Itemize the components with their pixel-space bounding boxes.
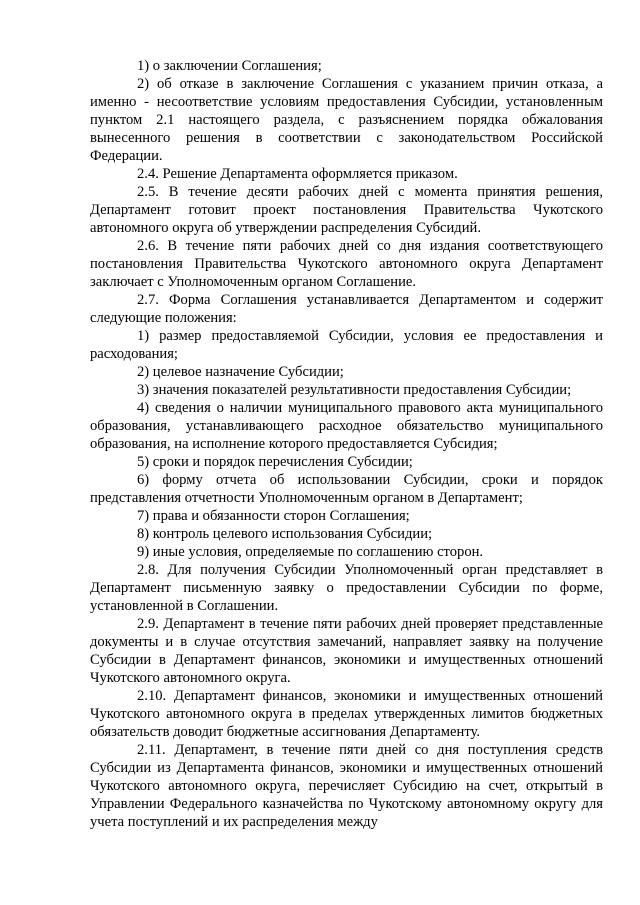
list-item-6: 6) форму отчета об использовании Субсидии, сроки и порядок представления отчетности Уполномоченным органом в Департамент; bbox=[90, 472, 603, 506]
list-item-4: 4) сведения о наличии муниципального правового акта муниципального образования, устанавливающего расходное обязательство муниципального образования, на исполнение которого предоставляется Субсидия; bbox=[90, 400, 603, 452]
list-item-1: 1) размер предоставляемой Субсидии, условия ее предоставления и расходования; bbox=[90, 328, 603, 362]
paragraph-2-6: 2.6. В течение пяти рабочих дней со дня издания соответствующего постановления Правительства Чукотского автономного округа Департамент заключает с Уполномоченным органом Соглашение. bbox=[90, 238, 603, 290]
document-page bbox=[90, 57, 603, 831]
paragraph-item-2-refusal: 2) об отказе в заключение Соглашения с указанием причин отказа, а именно - несоответствие условиям предоставления Субсидии, установленным пунктом 2.1 настоящего раздела, с разъяснением порядка обжалования вынесенного решения в соответствии с законодательством Российской Федерации. bbox=[90, 76, 603, 164]
list-item-8: 8) контроль целевого использования Субсидии; bbox=[137, 526, 433, 542]
list-item-5: 5) сроки и порядок перечисления Субсидии; bbox=[137, 454, 413, 470]
paragraph-item-1-conclusion: 1) о заключении Соглашения; bbox=[137, 58, 322, 74]
paragraph-2-5: 2.5. В течение десяти рабочих дней с момента принятия решения, Департамент готовит проект постановления Правительства Чукотского автономного округа об утверждении распределения Субсидий. bbox=[90, 184, 603, 236]
paragraph-2-11: 2.11. Департамент, в течение пяти дней со дня поступления средств Субсидии из Департамента финансов, экономики и имущественных отношений Чукотского автономного округа, перечисляет Субсидию на счет, открытый в Управлении Федерального казначейства по Чукотскому автономному округу для учета поступлений и их распределения между bbox=[90, 742, 603, 830]
paragraph-2-8: 2.8. Для получения Субсидии Уполномоченный орган представляет в Департамент письменную заявку о предоставлении Субсидии по форме, установленной в Соглашении. bbox=[90, 562, 603, 614]
paragraph-2-4: 2.4. Решение Департамента оформляется приказом. bbox=[137, 166, 458, 182]
paragraph-2-7: 2.7. Форма Соглашения устанавливается Департаментом и содержит следующие положения: bbox=[90, 292, 603, 326]
list-item-9: 9) иные условия, определяемые по соглашению сторон. bbox=[137, 544, 484, 560]
list-item-7: 7) права и обязанности сторон Соглашения; bbox=[137, 508, 410, 524]
paragraph-2-10: 2.10. Департамент финансов, экономики и имущественных отношений Чукотского автономного округа в пределах утвержденных лимитов бюджетных обязательств доводит бюджетные ассигнования Департаменту. bbox=[90, 688, 603, 740]
list-item-2: 2) целевое назначение Субсидии; bbox=[137, 364, 344, 380]
paragraph-2-9: 2.9. Департамент в течение пяти рабочих дней проверяет представленные документы и в случае отсутствия замечаний, направляет заявку на получение Субсидии в Департамент финансов, экономики и имущественных отношений Чукотского автономного округа. bbox=[90, 616, 603, 686]
list-item-3: 3) значения показателей результативности предоставления Субсидии; bbox=[137, 382, 572, 398]
